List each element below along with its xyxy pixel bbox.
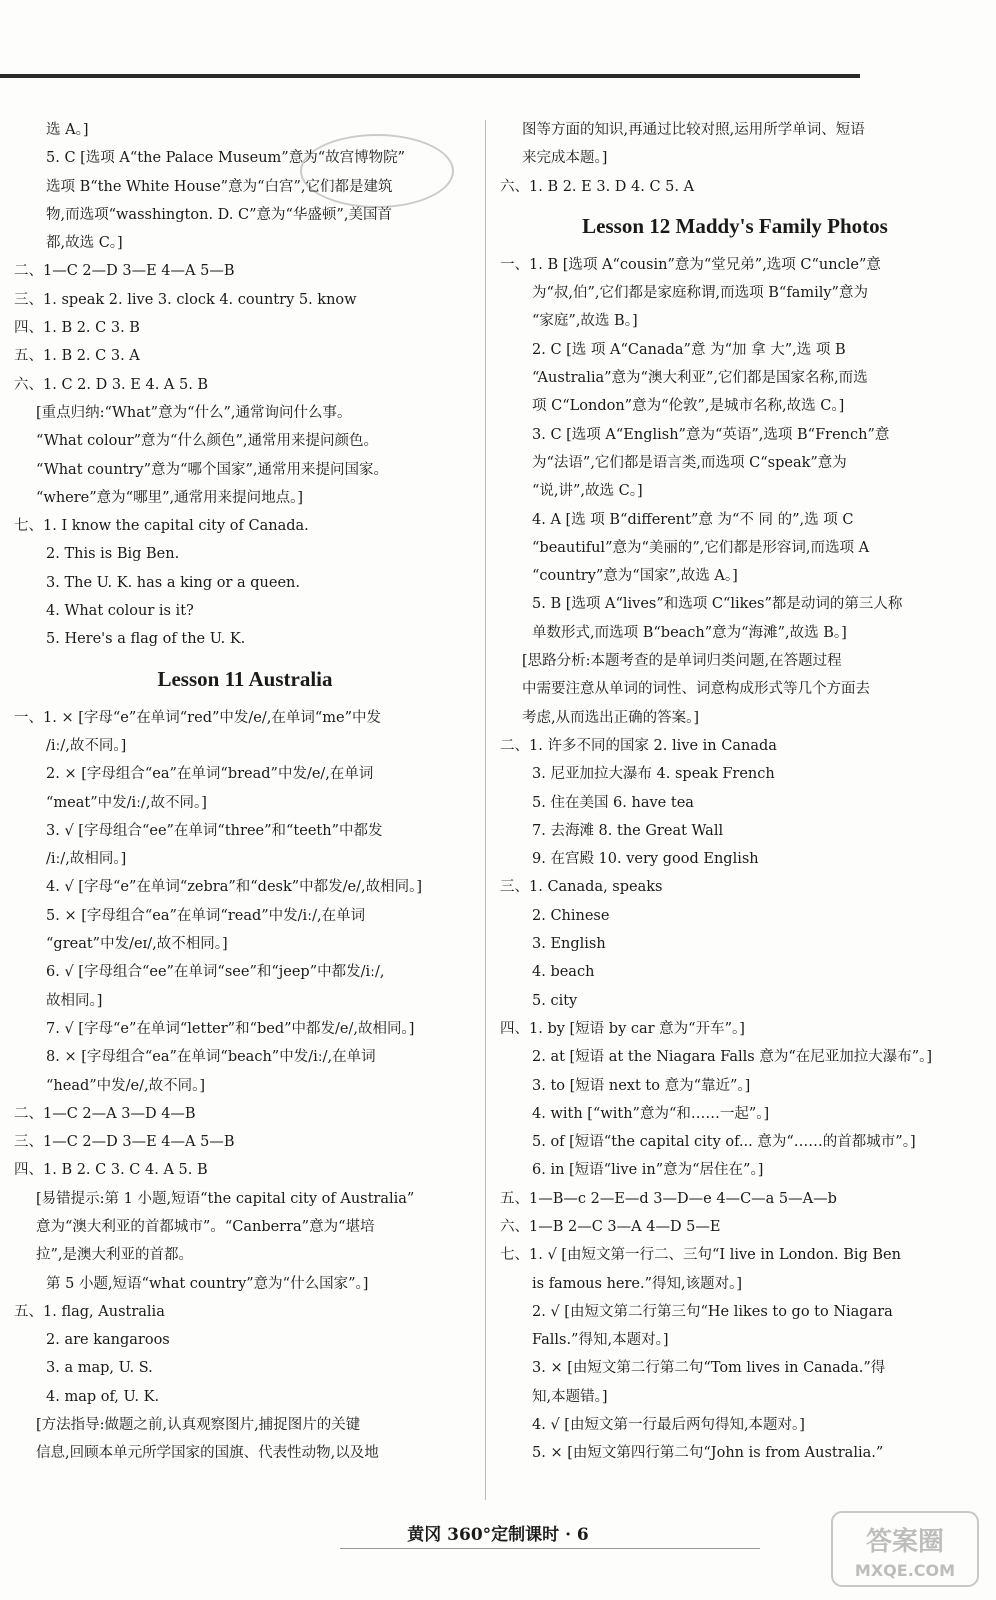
- answer-line: 8. × [字母组合“ea”在单词“beach”中发/iː/,在单词: [46, 1049, 376, 1066]
- right-column: [500, 116, 970, 1468]
- answer-line: “great”中发/eɪ/,故不相同。]: [46, 936, 228, 953]
- lesson-heading: Lesson 11 Australia: [157, 666, 333, 691]
- answer-line: 5. × [由短文第四行第二句“John is from Australia.”: [532, 1445, 884, 1462]
- answer-line: 六、1. B 2. E 3. D 4. C 5. A: [500, 178, 695, 195]
- answer-line: “where”意为“哪里”,通常用来提问地点。]: [36, 489, 304, 506]
- answer-line: 2. at [短语 at the Niagara Falls 意为“在尼亚加拉大瀑布”。]: [532, 1049, 933, 1066]
- answer-line: 4. map of, U. K.: [46, 1388, 160, 1405]
- answer-line: 7. √ [字母“e”在单词“letter”和“bed”中都发/e/,故相同。]: [46, 1020, 415, 1037]
- column-divider: [485, 120, 486, 1500]
- answer-line: “country”意为“国家”,故选 A。]: [532, 568, 738, 585]
- answer-line: 3. a map, U. S.: [46, 1360, 153, 1377]
- answer-line: 单数形式,而选项 B“beach”意为“海滩”,故选 B。]: [532, 624, 847, 641]
- answer-line: 图等方面的知识,再通过比较对照,运用所学单词、短语: [522, 122, 865, 138]
- answer-line: 三、1. speak 2. live 3. clock 4. country 5. know: [14, 291, 357, 308]
- answer-line: 二、1—C 2—A 3—D 4—B: [14, 1105, 196, 1122]
- answer-line: 四、1. B 2. C 3. B: [14, 320, 140, 337]
- answer-line: 拉”,是澳大利亚的首都。: [36, 1247, 194, 1264]
- answer-line: 2. × [字母组合“ea”在单词“bread”中发/e/,在单词: [46, 766, 374, 783]
- answer-line: 4. beach: [532, 964, 595, 981]
- answer-line: [方法指导:做题之前,认真观察图片,捕捉图片的关键: [36, 1417, 361, 1434]
- answer-line: “Australia”意为“澳大利亚”,它们都是国家名称,而选: [532, 370, 868, 387]
- answer-line: 一、1. B [选项 A“cousin”意为“堂兄弟”,选项 C“uncle”意: [500, 256, 881, 273]
- answer-line: 一、1. × [字母“e”在单词“red”中发/e/,在单词“me”中发: [14, 709, 382, 726]
- answer-line: 3. √ [字母组合“ee”在单词“three”和“teeth”中都发: [46, 822, 383, 839]
- answer-line: 信息,回顾本单元所学国家的国旗、代表性动物,以及地: [36, 1445, 379, 1462]
- page-footer: 黄冈 360°定制课时 · 6: [407, 1525, 589, 1545]
- answer-line: 4. with [“with”意为“和……一起”。]: [532, 1105, 770, 1122]
- answer-line: 5. C [选项 A“the Palace Museum”意为“故宫博物院”: [46, 150, 406, 167]
- answer-line: “What colour”意为“什么颜色”,通常用来提问颜色。: [36, 433, 378, 450]
- answer-line: 4. √ [由短文第一行最后两句得知,本题对。]: [532, 1417, 805, 1434]
- answer-line: 第 5 小题,短语“what country”意为“什么国家”。]: [46, 1275, 369, 1292]
- answer-line: 2. are kangaroos: [46, 1332, 170, 1349]
- answer-line: 3. to [短语 next to 意为“靠近”。]: [532, 1077, 751, 1094]
- answer-line: “head”中发/e/,故不同。]: [46, 1077, 206, 1094]
- answer-line: 6. in [短语“live in”意为“居住在”。]: [532, 1162, 764, 1179]
- answer-line: /iː/,故相同。]: [46, 851, 127, 868]
- answer-line: 二、1—C 2—D 3—E 4—A 5—B: [14, 263, 235, 280]
- answer-line: 5. B [选项 A“lives”和选项 C“likes”都是动词的第三人称: [532, 596, 903, 613]
- answer-line: /iː/,故不同。]: [46, 737, 127, 754]
- answer-line: 6. √ [字母组合“ee”在单词“see”和“jeep”中都发/iː/,: [46, 964, 385, 981]
- answer-line: 5. city: [532, 992, 578, 1009]
- answer-line: 意为“澳大利亚的首都城市”。“Canberra”意为“堪培: [36, 1218, 375, 1235]
- answer-line: 选项 B“the White House”意为“白宫”,它们都是建筑: [46, 178, 393, 195]
- answer-line: 五、1. B 2. C 3. A: [14, 348, 140, 365]
- answer-line: “家庭”,故选 B。]: [532, 313, 638, 330]
- lesson-heading: Lesson 12 Maddy's Family Photos: [582, 213, 888, 238]
- answer-line: 四、1. B 2. C 3. C 4. A 5. B: [14, 1162, 208, 1179]
- answer-line: “说,讲”,故选 C。]: [532, 483, 643, 500]
- answer-line: 5. of [短语“the capital city of... 意为“……的首都城市”。]: [532, 1134, 916, 1151]
- answer-line: 都,故选 C。]: [46, 235, 123, 252]
- answer-line: 3. 尼亚加拉大瀑布 4. speak French: [532, 766, 775, 783]
- answer-line: 七、1. √ [由短文第一行二、三句“I live in London. Big Ben: [500, 1247, 901, 1264]
- left-column: [14, 116, 476, 1468]
- answer-line: 为“叔,伯”,它们都是家庭称谓,而选项 B“family”意为: [532, 285, 868, 302]
- answer-line: 来完成本题。]: [522, 150, 608, 167]
- answer-line: 选 A。]: [46, 122, 89, 138]
- answer-line: 5. × [字母组合“ea”在单词“read”中发/iː/,在单词: [46, 907, 366, 924]
- answer-line: 2. This is Big Ben.: [46, 546, 180, 563]
- answer-line: 3. × [由短文第二行第二句“Tom lives in Canada.”得: [532, 1360, 886, 1377]
- answer-line: 五、1—B—c 2—E—d 3—D—e 4—C—a 5—A—b: [500, 1190, 837, 1207]
- svg-text:MXQE.COM: MXQE.COM: [854, 1561, 956, 1580]
- answer-line: 五、1. flag, Australia: [14, 1303, 165, 1320]
- answer-line: 2. √ [由短文第二行第三句“He likes to go to Niagara: [532, 1303, 893, 1320]
- answer-line: 三、1. Canada, speaks: [500, 879, 663, 896]
- answer-line: is famous here.”得知,该题对。]: [532, 1275, 743, 1292]
- answer-line: 知,本题错。]: [532, 1388, 608, 1405]
- answer-line: 物,而选项“wasshington. D. C”意为“华盛顿”,美国首: [46, 206, 392, 223]
- answer-line: 9. 在宫殿 10. very good English: [532, 851, 759, 868]
- answer-line: [易错提示:第 1 小题,短语“the capital city of Australia”: [36, 1190, 415, 1207]
- answer-line: [思路分析:本题考查的是单词归类问题,在答题过程: [522, 653, 842, 670]
- answer-line: 5. Here's a flag of the U. K.: [46, 631, 246, 648]
- answer-line: 3. The U. K. has a king or a queen.: [46, 574, 300, 591]
- answer-line: 3. C [选项 A“English”意为“英语”,选项 B“French”意: [532, 426, 890, 443]
- svg-text:答案圈: 答案圈: [865, 1527, 945, 1557]
- answer-line: 4. What colour is it?: [46, 603, 194, 620]
- answer-line: “beautiful”意为“美丽的”,它们都是形容词,而选项 A: [532, 539, 870, 556]
- answer-line: 三、1—C 2—D 3—E 4—A 5—B: [14, 1134, 235, 1151]
- footer-rule: [340, 1548, 760, 1549]
- answer-line: 3. English: [532, 936, 606, 953]
- answer-line: 项 C“London”意为“伦敦”,是城市名称,故选 C。]: [532, 398, 845, 415]
- answer-line: 四、1. by [短语 by car 意为“开车”。]: [500, 1020, 745, 1037]
- answer-line: 考虑,从而选出正确的答案。]: [522, 709, 700, 726]
- answer-line: 7. 去海滩 8. the Great Wall: [532, 822, 724, 839]
- answer-line: Falls.”得知,本题对。]: [532, 1332, 669, 1349]
- answer-line: 故相同。]: [46, 992, 103, 1009]
- answer-line: 六、1—B 2—C 3—A 4—D 5—E: [500, 1218, 721, 1235]
- answer-line: “meat”中发/iː/,故不同。]: [46, 794, 207, 811]
- answer-line: 中需要注意从单词的词性、词意构成形式等几个方面去: [522, 681, 870, 698]
- answer-line: “What country”意为“哪个国家”,通常用来提问国家。: [36, 461, 388, 478]
- answer-line: 4. √ [字母“e”在单词“zebra”和“desk”中都发/e/,故相同。]: [46, 879, 423, 896]
- answer-line: 二、1. 许多不同的国家 2. live in Canada: [500, 737, 777, 754]
- answer-line: 2. C [选 项 A“Canada”意 为“加 拿 大”,选 项 B: [532, 341, 846, 358]
- answer-line: 七、1. I know the capital city of Canada.: [14, 518, 309, 535]
- answer-line: 六、1. C 2. D 3. E 4. A 5. B: [14, 376, 209, 393]
- answer-logo: [830, 1510, 980, 1588]
- answer-line: 为“法语”,它们都是语言类,而选项 C“speak”意为: [532, 454, 847, 471]
- answer-line: 2. Chinese: [532, 907, 610, 924]
- answer-line: 5. 住在美国 6. have tea: [532, 794, 694, 811]
- top-rule: [0, 74, 860, 78]
- answer-line: 4. A [选 项 B“different”意 为“不 同 的”,选 项 C: [532, 511, 854, 528]
- answer-line: [重点归纳:“What”意为“什么”,通常询问什么事。: [36, 404, 352, 421]
